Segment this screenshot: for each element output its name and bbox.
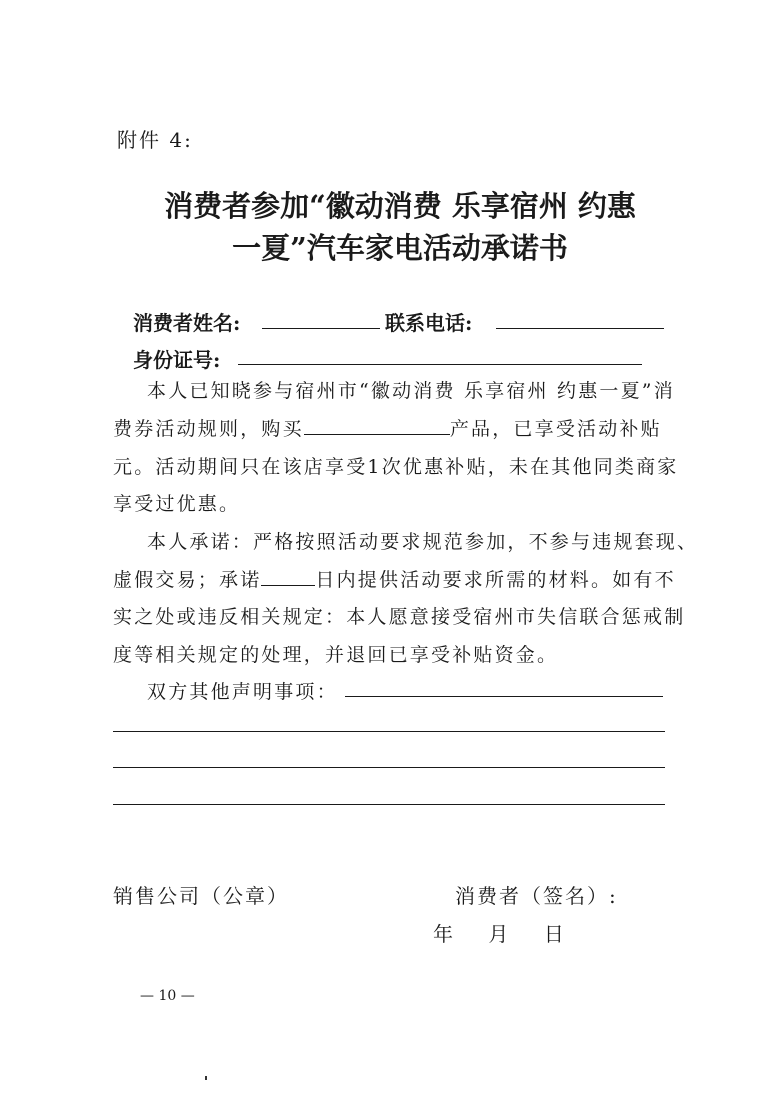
document-title-line-1: 消费者参加“徽动消费 乐享宿州 约惠 — [164, 189, 636, 223]
paragraph-1-line-1: 本人已知晓参与宿州市“徽动消费 乐享宿州 约惠一夏”消 — [147, 380, 675, 402]
page-number: — 10 — — [140, 988, 195, 1004]
paragraph-2-line-4: 度等相关规定的处理，并退回已享受补贴资金。 — [113, 644, 559, 666]
paragraph-1-line-2a: 费券活动规则，购买 — [113, 418, 304, 440]
phone-field[interactable] — [496, 328, 664, 329]
seller-stamp-label: 销售公司（公章） — [113, 884, 289, 908]
other-statements-line-2[interactable] — [113, 731, 665, 732]
consumer-name-field[interactable] — [262, 328, 380, 329]
paragraph-2-line-2 — [113, 565, 676, 592]
consumer-name-label: 消费者姓名: — [133, 311, 241, 335]
id-number-field[interactable] — [238, 364, 642, 365]
other-statements-line-3[interactable] — [113, 767, 665, 768]
date-label: 年 月 日 — [433, 922, 566, 946]
other-statements-label: 双方其他声明事项： — [147, 681, 338, 703]
paragraph-2-line-2b: 日内提供活动要求所需的材料。如有不 — [315, 569, 676, 591]
paragraph-2-line-3: 实之处或违反相关规定：本人愿意接受宿州市失信联合惩戒制 — [113, 606, 686, 628]
scan-speck — [205, 1076, 207, 1080]
paragraph-2-line-1: 本人承诺：严格按照活动要求规范参加，不参与违规套现、 — [147, 531, 699, 553]
paragraph-2-line-2a: 虚假交易；承诺 — [113, 569, 262, 591]
days-field[interactable] — [261, 567, 315, 586]
product-field[interactable] — [304, 416, 450, 435]
phone-label: 联系电话: — [385, 311, 473, 335]
paragraph-1-line-2b: 产品，已享受活动补贴 — [449, 418, 662, 440]
consumer-signature-label: 消费者（签名）: — [455, 884, 618, 908]
other-statements-line-1[interactable] — [345, 696, 663, 697]
document-title-line-2: 一夏”汽车家电活动承诺书 — [232, 231, 568, 265]
id-number-label: 身份证号: — [133, 348, 221, 372]
paragraph-1-line-4: 享受过优惠。 — [113, 493, 241, 515]
attachment-label: 附件 4: — [117, 128, 193, 152]
paragraph-1-line-2 — [113, 414, 662, 441]
paragraph-1-line-3: 元。活动期间只在该店享受1次优惠补贴，未在其他同类商家 — [113, 456, 679, 478]
other-statements-line-4[interactable] — [113, 804, 665, 805]
